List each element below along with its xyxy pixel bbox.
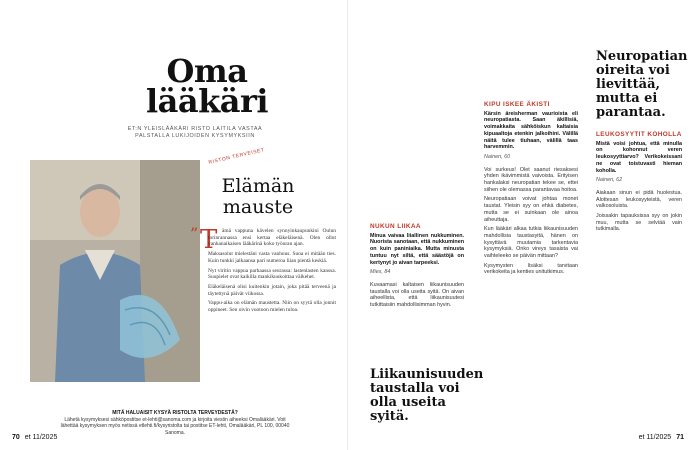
qa-column-1 <box>370 222 464 312</box>
quote-mark-icon: ” <box>190 224 199 243</box>
article-dropcap: T <box>200 225 218 255</box>
contact-heading: MITÄ HALUAISIT KYSYÄ RISTOLTA TERVEYDESTÄ? <box>112 410 238 416</box>
question-text: Minua vaivaa liiallinen nukkuminen. Nuorista sanotaan, että nukkuminen on kuin paniniaika. Mutta minusta tuntuu nyt siltä, että säästöjä on kertynyt jo aivan tarpeeksi. <box>370 232 464 266</box>
column-title: Oma lääkäri <box>145 52 269 120</box>
issue-label: et 11/2025 <box>24 434 58 441</box>
answer-paragraph: Joissakin tapauksissa syy on jokin muu, mutta se selviää vain tutkimalla. <box>596 213 682 233</box>
article-body <box>208 228 336 317</box>
page-number: 70 <box>12 434 20 441</box>
article-paragraph: ämä vappuna kävelen synnyinkaupunkini Oulun torinrannassa ensi kertaa eläkeläisenä. Olen ollut vanhanaikaisen lääkärinä koko työuran ajan. <box>208 228 336 248</box>
question-author: Mies, 84 <box>370 269 391 276</box>
article-paragraph: Vappu-aika on elämän maustetta. Niin on syytä olla jonnit oppineet. Sen oivin vuotoon mielen tuloa. <box>208 300 336 314</box>
article-paragraph: Maksasolut mielestäni vasta vanhuus. Suoa ei mitään ties. Kuin tunkki jalkaansa pari numeroa liian pientä keskiä. <box>208 251 336 264</box>
answer-paragraph: Kuvaamasi kaltaisen liikaunisuuden taustalla voi olla useita syitä. On aivan aiheellista, että liikaunisuutesi tutkittaisiin mahdollisimman hyvin. <box>370 281 464 309</box>
article-paragraph: Eläkeläisenä olisi kuitenkin jotain, joka pitää terveenä ja täytettynä päivät viikossa. <box>208 283 336 297</box>
answer-paragraph: Voi surkeus! Olet saanut riesaksesi yhden ikävimmistä vaivoista. Erityisen hankalaksi neuropatian tekee se, ettei siihen ole olemassa parantavaa hoitoa. <box>484 166 578 193</box>
question-author: Nainen, 62 <box>596 177 623 184</box>
question-heading: NUKUN LIIKAA <box>370 223 421 230</box>
answer-paragraph: Neuropatiaan voivat johtaa monet taustat. Yleisin syy on ehkä diabetes, mutta se ei suinkaan ole ainoa aiheuttaja. <box>484 196 578 223</box>
page-number: 71 <box>676 434 684 441</box>
column-byline: ET:N YLEISLÄÄKÄRI RISTO LAITILA VASTAA PALSTALLA LUKIJOIDEN KYSYMYKSIIN <box>127 126 263 139</box>
article-paragraph: Nyt viritin vappua parhaassa seurassa: lastenlasten kanssa. Suupielet ovat kaikilla mankikuukoittaa välkehet. <box>208 267 336 281</box>
pullquote-left: Liikaunisuuden taustalla voi olla useita syitä. <box>370 367 484 424</box>
question-author: Nainen, 60 <box>484 153 511 160</box>
question-text: Kärsin äreisherman vaurioista eli neuropatiasta. Saan äkillisiä, voimakkaita sähköiskun kaltaisia kipuaaltoja etenkin jalkoihini. Välillä näitä tulee tiuhaan, välillä taas harvemmin. <box>484 110 578 151</box>
answer-paragraph: Kysymysten lisäksi tarvitaan verikokeita ja kenties unitutkimus. <box>484 262 578 276</box>
article-title: Elämän mauste <box>221 175 295 218</box>
contact-box <box>60 410 290 436</box>
section-tag: RISTON TERVEISET <box>208 147 266 166</box>
left-footer <box>12 434 57 441</box>
qa-column-2 <box>484 100 578 279</box>
answer-paragraph: Aiakaan sinun ei pidä huolestua. Alottesan leukosyyteistä, veren valkosoluista. <box>596 189 682 210</box>
pullquote-right: Neuropatian oireita voi lievittää, mutta ei parantaa. <box>596 49 688 120</box>
question-heading: KIPU ISKEE ÄKISTI <box>484 101 550 108</box>
question-text: Mistä voisi johtua, että minulla on kohonnut veren leukosyyttiarvo? Verikokeissani ne ovat toistuvasti hieman koholla. <box>596 140 682 174</box>
author-photo <box>30 160 200 382</box>
author-portrait-illustration <box>30 160 200 382</box>
right-footer <box>639 434 684 441</box>
answer-paragraph: Kun lääkäri alkaa tutkia liikaunisuuden mahdollisia taustasyitä, hänen on kysyttävä muutamia tarkentavia kysymyksiä. Onko vireys tasaista vai vaihteleeko se päivän mittaan? <box>484 226 578 260</box>
qa-column-3 <box>596 130 682 236</box>
issue-label: et 11/2025 <box>638 434 672 441</box>
question-heading: LEUKOSYYTIT KOHOLLA <box>596 131 682 138</box>
contact-body: Lähetä kysymyksesi sähköpostitse et-lehti@sanoma.com ja kirjoita viestin aiheeksi Omalääkäri. Voit lähettää kysymyksen myös netissä etlehti.fi/kysyristolta tai postitse ET-lehti, Omalääkäri, PL 100, 00040 Sanoma. <box>60 416 290 436</box>
